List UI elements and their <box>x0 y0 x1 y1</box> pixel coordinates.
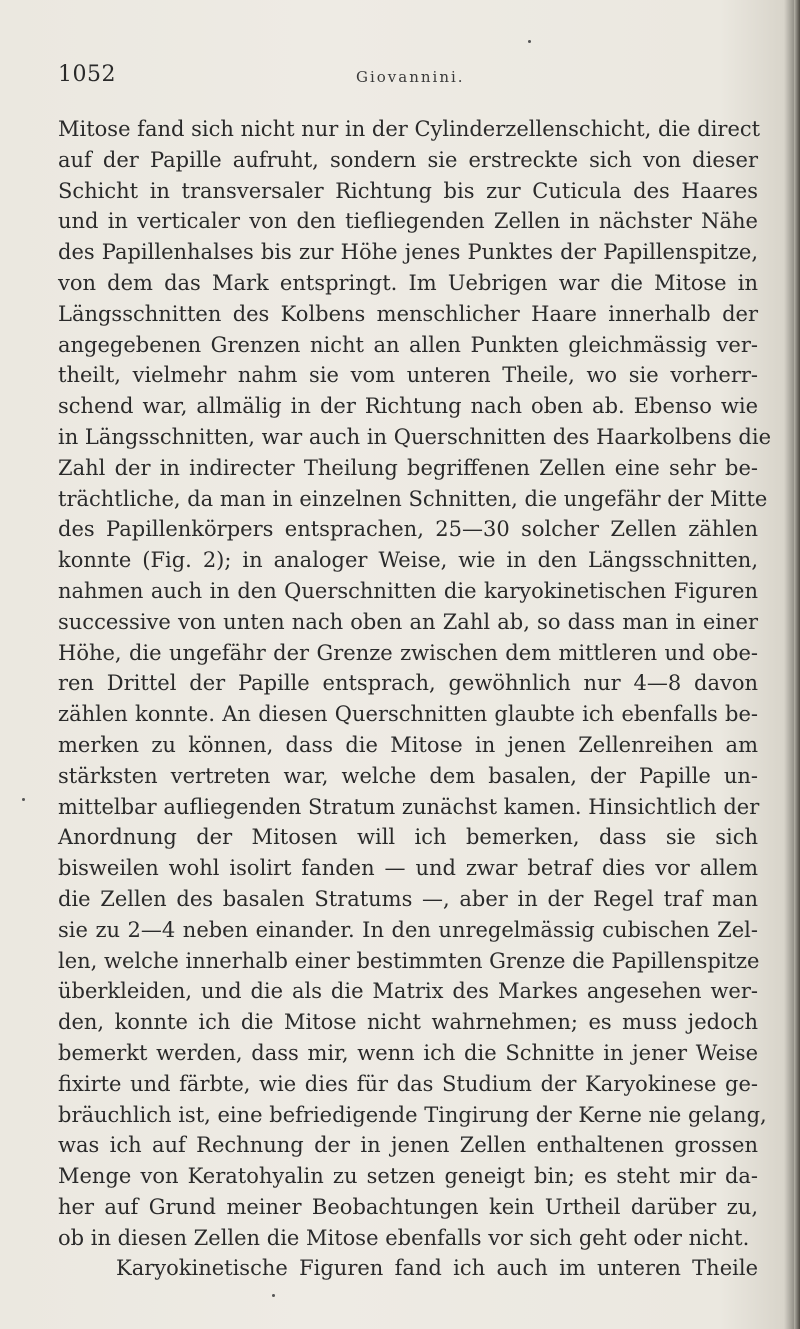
text-line: Anordnung der Mitosen will ich bemerken, dass sie sich <box>58 825 758 850</box>
scan-speck <box>272 1294 275 1297</box>
text-line: sie zu 2—4 neben einander. In den unregelmässig cubischen Zel- <box>58 917 758 942</box>
text-line: des Papillenhalses bis zur Höhe jenes Punktes der Papillenspitze, <box>58 240 758 265</box>
text-line: bemerkt werden, dass mir, wenn ich die Schnitte in jener Weise <box>58 1040 758 1065</box>
text-line: den, konnte ich die Mitose nicht wahrnehmen; es muss jedoch <box>58 1010 758 1035</box>
text-line: was ich auf Rechnung der in jenen Zellen enthaltenen grossen <box>58 1133 758 1158</box>
text-line: des Papillenkörpers entsprachen, 25—30 solcher Zellen zählen <box>58 517 758 542</box>
text-line: Mitose fand sich nicht nur in der Cylinderzellenschicht, die direct <box>58 117 761 141</box>
text-line: trächtliche, da man in einzelnen Schnitten, die ungefähr der Mitte <box>58 486 768 511</box>
text-line: schend war, allmälig in der Richtung nach oben ab. Ebenso wie <box>58 394 758 419</box>
text-line: mittelbar aufliegenden Stratum zunächst kamen. Hinsichtlich der <box>58 794 760 819</box>
scan-speck <box>528 40 531 43</box>
text-line: her auf Grund meiner Beobachtungen kein Urtheil darüber zu, <box>58 1194 758 1219</box>
text-line: theilt, vielmehr nahm sie vom unteren Theile, wo sie vorherr- <box>58 363 758 388</box>
text-line: und in verticaler von den tiefliegenden Zellen in nächster Nähe <box>58 209 758 234</box>
text-line: ren Drittel der Papille entsprach, gewöhnlich nur 4—8 davon <box>58 671 758 696</box>
text-line: Längsschnitten des Kolbens menschlicher Haare innerhalb der <box>58 301 758 326</box>
body-text <box>58 114 771 1284</box>
text-line: len, welche innerhalb einer bestimmten Grenze die Papillenspitze <box>58 948 760 973</box>
text-line: fixirte und färbte, wie dies für das Studium der Karyokinese ge- <box>58 1071 758 1096</box>
text-line: ob in diesen Zellen die Mitose ebenfalls vor sich geht oder nicht. <box>58 1225 750 1250</box>
scan-speck <box>22 798 25 801</box>
text-line: Karyokinetische Figuren fand ich auch im unteren Theile <box>116 1256 758 1281</box>
text-line: die Zellen des basalen Stratums —, aber in der Regel traf man <box>58 886 758 911</box>
text-line: auf der Papille aufruht, sondern sie erstreckte sich von dieser <box>58 147 758 172</box>
text-line: Schicht in transversaler Richtung bis zur Cuticula des Haares <box>58 178 758 203</box>
text-line: bräuchlich ist, eine befriedigende Tingirung der Kerne nie gelang, <box>58 1102 767 1127</box>
page-header <box>58 62 758 92</box>
text-line: bisweilen wohl isolirt fanden — und zwar betraf dies vor allem <box>58 856 758 881</box>
page-number: 1052 <box>58 62 116 87</box>
text-line: Menge von Keratohyalin zu setzen geneigt bin; es steht mir da- <box>58 1164 758 1189</box>
text-line: stärksten vertreten war, welche dem basalen, der Papille un- <box>58 763 758 788</box>
text-line: merken zu können, dass die Mitose in jenen Zellenreihen am <box>58 732 758 757</box>
text-line: Höhe, die ungefähr der Grenze zwischen dem mittleren und obe- <box>58 640 758 665</box>
text-line: Zahl der in indirecter Theilung begriffenen Zellen eine sehr be- <box>58 455 758 480</box>
page-edge-shadow <box>794 0 800 1329</box>
text-line: successive von unten nach oben an Zahl ab, so dass man in einer <box>58 609 758 634</box>
text-line: nahmen auch in den Querschnitten die karyokinetischen Figuren <box>58 578 758 603</box>
text-line: in Längsschnitten, war auch in Querschnitten des Haarkolbens die <box>58 424 771 449</box>
text-line: zählen konnte. An diesen Querschnitten glaubte ich ebenfalls be- <box>58 702 758 727</box>
text-line: überkleiden, und die als die Matrix des Markes angesehen wer- <box>58 979 758 1004</box>
running-title: Giovannini. <box>356 68 465 86</box>
text-line: von dem das Mark entspringt. Im Uebrigen war die Mitose in <box>58 270 758 295</box>
text-line: konnte (Fig. 2); in analoger Weise, wie in den Längsschnitten, <box>58 548 758 573</box>
text-line: angegebenen Grenzen nicht an allen Punkten gleichmässig ver- <box>58 332 758 357</box>
